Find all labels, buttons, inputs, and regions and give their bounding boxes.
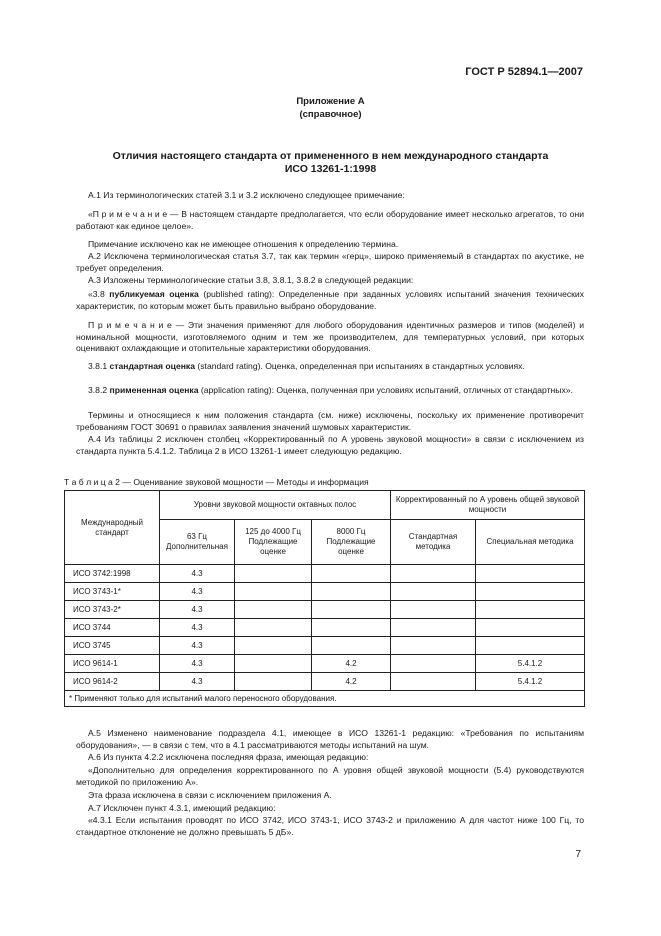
cell-standard-method xyxy=(391,637,476,655)
appendix-subtitle: (справочное) xyxy=(299,109,362,120)
section-title-line1: Отличия настоящего стандарта от примененного в нем международного стандарта xyxy=(112,150,549,162)
term-text: (application rating): Оценка, полученная при условиях испытаний, отличных от стандартных». xyxy=(198,385,573,395)
cell-standard-method xyxy=(391,565,476,583)
cell-8000hz xyxy=(312,565,391,583)
cell-8000hz xyxy=(312,583,391,601)
cell-125-4000hz xyxy=(235,583,312,601)
table-row xyxy=(65,673,585,691)
table-caption xyxy=(64,477,369,487)
term-number: «3.8 xyxy=(88,289,110,299)
cell-125-4000hz xyxy=(235,565,312,583)
note-text: — В настоящем стандарте предполагается, что если оборудование имеет несколько агрегатов, то они работают как единое целое». xyxy=(76,209,584,231)
paragraph-a2: А.2 Исключена терминологическая статья 3.7, так как термин «герц», широко применяемый в стандартах по акустике, не требует определения. xyxy=(76,251,584,273)
paragraph-a6-quote: «Дополнительно для определения корректированного по А уровня общей звуковой мощности (5.4) руководствуются методикой по приложению А». xyxy=(76,765,584,787)
header-octave: Уровни звуковой мощности октавных полос xyxy=(160,491,391,520)
cell-8000hz xyxy=(312,601,391,619)
cell-standard-method xyxy=(391,583,476,601)
table-footnote: * Применяют только для испытаний малого переносного оборудования. xyxy=(65,691,585,707)
header-corrected: Корректированный по А уровень общей звуковой мощности xyxy=(391,491,585,520)
term-name: примененная оценка xyxy=(109,385,199,395)
cell-63hz: 4.3 xyxy=(160,583,235,601)
paragraph-a3-381 xyxy=(76,361,584,373)
table-row xyxy=(65,619,585,637)
table-row xyxy=(65,583,585,601)
cell-special-method xyxy=(476,583,585,601)
cell-standard-method xyxy=(391,673,476,691)
cell-125-4000hz xyxy=(235,601,312,619)
cell-8000hz: 4.2 xyxy=(312,673,391,691)
term-text: (published rating): Определенные при заданных условиях испытаний значения технических характеристик, по которым может быть правильно выбрано оборудование. xyxy=(76,289,585,311)
paragraph-a3-38 xyxy=(76,289,584,312)
table-row xyxy=(65,565,585,583)
cell-63hz: 4.3 xyxy=(160,637,235,655)
paragraph-a1-after: Примечание исключено как не имеющее отношения к определению термина. xyxy=(88,239,399,249)
cell-standard-method xyxy=(391,601,476,619)
paragraph-a6: А.6 Из пункта 4.2.2 исключена последняя фраза, имеющая редакцию: xyxy=(88,752,369,762)
paragraph-a3-after: Термины и относящиеся к ним положения стандарта (см. ниже) исключены, поскольку их применение противоречит требованиям ГОСТ 30691 о правилах заявления значений шумовых характеристик. xyxy=(76,410,584,432)
section-title-line2: ИСО 13261-1:1998 xyxy=(284,163,377,175)
table-row xyxy=(65,637,585,655)
header-125-4000hz: 125 до 4000 Гц Подлежащие оценке xyxy=(235,520,312,565)
cell-125-4000hz xyxy=(235,619,312,637)
note-label: П р и м е ч а н и е xyxy=(88,320,172,330)
paragraph-a1: А.1 Из терминологических статей 3.1 и 3.2 исключено следующее примечание: xyxy=(88,190,405,200)
paragraph-a4: А.4 Из таблицы 2 исключен столбец «Корректированный по А уровень звуковой мощности» в связи с исключением из стандарта пункта 5.4.1.2. Таблица 2 в ИСО 13261-1 имеет следующую редакцию. xyxy=(76,434,584,456)
document-id: ГОСТ Р 52894.1—2007 xyxy=(465,66,583,78)
header-63hz: 63 Гц Дополнительная xyxy=(160,520,235,565)
cell-special-method: 5.4.1.2 xyxy=(476,673,585,691)
paragraph-a3-382 xyxy=(76,385,584,397)
cell-standard: ИСО 9614-2 xyxy=(65,673,160,691)
cell-63hz: 4.3 xyxy=(160,655,235,673)
cell-125-4000hz xyxy=(235,637,312,655)
cell-8000hz: 4.2 xyxy=(312,655,391,673)
paragraph-a1-note xyxy=(76,209,584,232)
cell-63hz: 4.3 xyxy=(160,601,235,619)
paragraph-a5: А.5 Изменено наименование подраздела 4.1, имеющее в ИСО 13261-1 редакцию: «Требования по испытаниям оборудования», — в связи с тем, что в 4.1 рассматриваются методы испытаний на шум. xyxy=(76,728,584,750)
paragraph-a6-after: Эта фраза исключена в связи с исключением приложения А. xyxy=(88,790,332,800)
cell-8000hz xyxy=(312,637,391,655)
cell-standard: ИСО 9614-1 xyxy=(65,655,160,673)
cell-special-method xyxy=(476,619,585,637)
cell-standard: ИСО 3744 xyxy=(65,619,160,637)
cell-standard: ИСО 3743-1* xyxy=(65,583,160,601)
paragraph-a7-quote: «4.3.1 Если испытания проводят по ИСО 3742, ИСО 3743-1, ИСО 3743-2 и приложению А для частот ниже 100 Гц, то стандартное отклонение не должно превышать 5 дБ». xyxy=(76,815,584,837)
table-row xyxy=(65,655,585,673)
header-standard: Международный стандарт xyxy=(65,491,160,565)
term-name: публикуемая оценка xyxy=(109,289,199,299)
term-text: (standard rating). Оценка, определенная при испытаниях в стандартных условиях. xyxy=(195,361,525,371)
table-caption-text: — Оценивание звуковой мощности — Методы и информация xyxy=(119,477,369,487)
cell-special-method: 5.4.1.2 xyxy=(476,655,585,673)
note-label: «П р и м е ч а н и е xyxy=(88,209,168,219)
appendix-title: Приложение А xyxy=(296,96,365,107)
paragraph-a7: А.7 Исключен пункт 4.3.1, имеющий редакцию: xyxy=(88,803,276,813)
table-row xyxy=(65,601,585,619)
cell-special-method xyxy=(476,637,585,655)
term-number: 3.8.1 xyxy=(88,361,110,371)
page-number: 7 xyxy=(575,849,581,860)
cell-standard: ИСО 3743-2* xyxy=(65,601,160,619)
table-caption-label: Т а б л и ц а 2 xyxy=(64,477,120,487)
cell-63hz: 4.3 xyxy=(160,673,235,691)
cell-special-method xyxy=(476,601,585,619)
header-standard-method: Стандартная методика xyxy=(391,520,476,565)
cell-125-4000hz xyxy=(235,673,312,691)
cell-63hz: 4.3 xyxy=(160,619,235,637)
cell-standard-method xyxy=(391,655,476,673)
cell-63hz: 4.3 xyxy=(160,565,235,583)
cell-standard-method xyxy=(391,619,476,637)
note-text: — Эти значения применяют для любого оборудования идентичных размеров и типов (моделей) и номинальной мощности, изготовляемого одним и тем же производителем, для температурных условий, при которых оценивают охлаждающие и отопительные характеристики оборудования. xyxy=(76,320,584,354)
paragraph-a3: А.3 Изложены терминологические статьи 3.8, 3.8.1, 3.8.2 в следующей редакции: xyxy=(88,275,414,285)
cell-standard: ИСО 3745 xyxy=(65,637,160,655)
header-special-method: Специальная методика xyxy=(476,520,585,565)
cell-125-4000hz xyxy=(235,655,312,673)
term-number: 3.8.2 xyxy=(88,385,110,395)
cell-8000hz xyxy=(312,619,391,637)
paragraph-a3-note xyxy=(76,320,584,355)
term-name: стандартная оценка xyxy=(109,361,196,371)
sound-power-table xyxy=(64,490,585,707)
cell-special-method xyxy=(476,565,585,583)
cell-standard: ИСО 3742:1998 xyxy=(65,565,160,583)
header-8000hz: 8000 Гц Подлежащие оценке xyxy=(312,520,391,565)
